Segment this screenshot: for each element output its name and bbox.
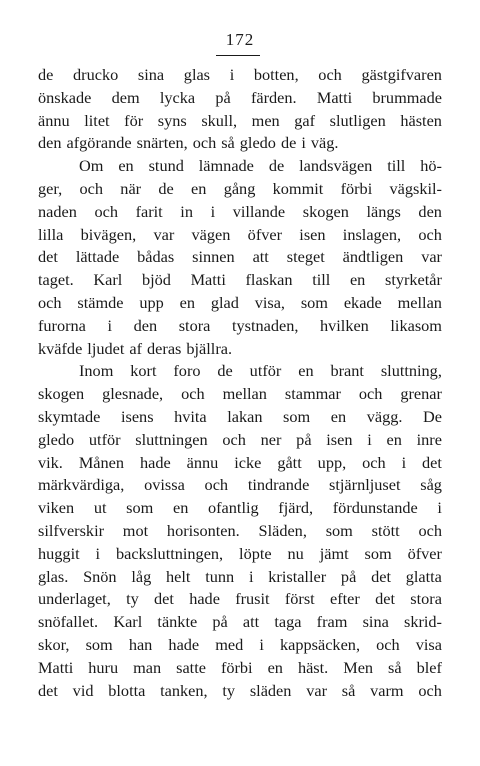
text-line bbox=[38, 292, 442, 315]
word: gått bbox=[277, 452, 302, 472]
text-line bbox=[38, 269, 442, 292]
word: helt bbox=[166, 566, 191, 586]
word: skogen bbox=[302, 201, 349, 221]
word: ändtligen bbox=[342, 247, 404, 267]
text-line bbox=[38, 155, 442, 178]
word: man bbox=[133, 657, 162, 677]
word: flaskan bbox=[245, 270, 293, 290]
word: hö- bbox=[420, 156, 442, 176]
word: frusit bbox=[235, 589, 270, 609]
word: det bbox=[154, 589, 174, 609]
word: och bbox=[192, 133, 217, 153]
word: slutligen bbox=[329, 110, 386, 130]
word: mellan bbox=[222, 384, 267, 404]
word: dem bbox=[111, 87, 140, 107]
word: stjärnljuset bbox=[329, 475, 401, 495]
word: på bbox=[215, 87, 231, 107]
word: en bbox=[172, 498, 189, 518]
word: var bbox=[153, 224, 175, 244]
word: styrketår bbox=[384, 270, 442, 290]
word: kappsäcken, bbox=[280, 634, 361, 654]
text-line bbox=[38, 383, 442, 406]
word: villande bbox=[232, 201, 286, 221]
word: stora bbox=[410, 589, 442, 609]
text-line bbox=[38, 201, 442, 224]
word: låg bbox=[131, 566, 152, 586]
word: gledo bbox=[239, 133, 276, 153]
word: i bbox=[229, 65, 235, 84]
word: glas bbox=[183, 65, 211, 84]
word: en bbox=[386, 429, 402, 449]
word: backsluttningen, bbox=[115, 543, 224, 563]
word: att bbox=[252, 247, 269, 267]
word: de bbox=[280, 133, 297, 153]
word: upp bbox=[139, 292, 164, 312]
text-line bbox=[38, 338, 442, 361]
word: farit bbox=[135, 201, 163, 221]
word: vik. bbox=[38, 452, 63, 472]
word: De bbox=[422, 406, 442, 426]
word: gledo bbox=[38, 429, 75, 449]
word: längs bbox=[366, 201, 401, 221]
word: isen bbox=[299, 224, 326, 244]
word: den bbox=[38, 133, 62, 153]
word: det bbox=[38, 680, 58, 700]
word: tänkte bbox=[157, 612, 198, 632]
word: ner bbox=[260, 429, 282, 449]
word: i bbox=[437, 498, 442, 518]
word: af bbox=[129, 338, 143, 358]
word: vid bbox=[72, 680, 94, 700]
word: i bbox=[248, 566, 254, 586]
word: i bbox=[210, 201, 216, 221]
word: snöfallet. bbox=[38, 612, 99, 632]
word: gång bbox=[223, 178, 256, 198]
word: i bbox=[107, 315, 113, 335]
word: tindrande bbox=[247, 475, 310, 495]
word: så bbox=[221, 133, 235, 153]
text-line bbox=[38, 566, 442, 589]
word: och bbox=[94, 201, 118, 221]
word: underlaget, bbox=[38, 589, 111, 609]
word: bjöd bbox=[141, 270, 171, 290]
text-line bbox=[38, 64, 442, 87]
word: det bbox=[375, 589, 395, 609]
word: så bbox=[388, 657, 402, 677]
word: inslagen, bbox=[342, 224, 402, 244]
text-line bbox=[38, 224, 442, 247]
word: och bbox=[418, 520, 442, 540]
word: naden bbox=[38, 201, 77, 221]
word: tunn bbox=[205, 566, 235, 586]
word: den bbox=[133, 315, 158, 335]
text-line bbox=[38, 360, 442, 383]
word: på bbox=[212, 612, 228, 632]
word: ännu bbox=[186, 452, 219, 472]
word: likasom bbox=[390, 315, 442, 335]
word: en bbox=[267, 657, 283, 677]
word: på bbox=[340, 566, 357, 586]
word: skogen bbox=[38, 384, 85, 404]
word: kväfde bbox=[38, 338, 83, 358]
word: stött bbox=[371, 520, 400, 540]
word: skor, bbox=[38, 634, 70, 654]
word: Men bbox=[343, 657, 374, 677]
word: taga bbox=[274, 612, 302, 632]
word: sina bbox=[137, 65, 165, 84]
text-line bbox=[38, 110, 442, 133]
word: snärten, bbox=[136, 133, 188, 153]
word: viken bbox=[38, 498, 75, 518]
word: Matti bbox=[190, 270, 226, 290]
word: bivägen, bbox=[80, 224, 137, 244]
word: Inom bbox=[79, 361, 114, 381]
word: i bbox=[259, 634, 264, 654]
word: isens bbox=[120, 406, 154, 426]
word: och bbox=[204, 475, 229, 495]
text-line bbox=[38, 87, 442, 110]
word: Om bbox=[79, 156, 104, 176]
text-line bbox=[38, 406, 442, 429]
word: sluttningen bbox=[135, 429, 208, 449]
word: först bbox=[284, 589, 315, 609]
word: lycka bbox=[159, 87, 196, 107]
word: glas. bbox=[38, 566, 69, 586]
word: vägskil- bbox=[389, 178, 442, 198]
word: de bbox=[217, 361, 233, 381]
word: sluttning, bbox=[380, 361, 442, 381]
word: stammar bbox=[284, 384, 341, 404]
word: som bbox=[283, 406, 311, 426]
word: skrid- bbox=[403, 612, 442, 632]
word: inre bbox=[416, 429, 442, 449]
word: sinnen bbox=[192, 247, 235, 267]
word: en bbox=[298, 361, 314, 381]
word: tanken, bbox=[160, 680, 208, 700]
word: släden bbox=[249, 680, 292, 700]
word: som bbox=[300, 292, 328, 312]
word: bjällra. bbox=[186, 338, 233, 358]
text-line bbox=[38, 452, 442, 475]
word: taget. bbox=[38, 270, 74, 290]
word: och bbox=[362, 452, 386, 472]
word: förbi bbox=[220, 657, 253, 677]
word: mellan bbox=[397, 292, 442, 312]
word: en bbox=[349, 270, 366, 290]
word: på bbox=[296, 429, 312, 449]
word: brummade bbox=[372, 87, 442, 107]
word: fjärd, bbox=[278, 498, 314, 518]
word: visa bbox=[415, 634, 442, 654]
word: öfver bbox=[407, 543, 442, 563]
word: in bbox=[180, 201, 193, 221]
word: mot bbox=[122, 520, 149, 540]
word: men bbox=[251, 110, 280, 130]
word: ofantlig bbox=[208, 498, 259, 518]
word: stämde bbox=[77, 292, 124, 312]
word: furorna bbox=[38, 315, 86, 335]
word: till bbox=[387, 156, 406, 176]
word: märkvärdiga, bbox=[38, 475, 125, 495]
word: och bbox=[38, 292, 62, 312]
word: en bbox=[179, 292, 195, 312]
word: satte bbox=[176, 657, 206, 677]
text-line bbox=[38, 520, 442, 543]
word: en bbox=[330, 406, 347, 426]
word: blotta bbox=[108, 680, 146, 700]
text-line bbox=[38, 657, 442, 680]
word: med bbox=[215, 634, 244, 654]
word: det bbox=[38, 247, 58, 267]
word: upp, bbox=[317, 452, 347, 472]
word: Matti bbox=[38, 657, 74, 677]
word: fram bbox=[316, 612, 348, 632]
word: väg. bbox=[310, 133, 339, 153]
word: att bbox=[242, 612, 260, 632]
word: och bbox=[376, 634, 400, 654]
word: ty bbox=[222, 680, 236, 700]
word: horisonten. bbox=[166, 520, 240, 540]
word: en bbox=[118, 156, 134, 176]
word: varm bbox=[370, 680, 404, 700]
text-line bbox=[38, 543, 442, 566]
word: ekade bbox=[343, 292, 382, 312]
word: silfverskir bbox=[38, 520, 105, 540]
word: glesnade, bbox=[102, 384, 164, 404]
word: och bbox=[79, 178, 104, 198]
word: glatta bbox=[405, 566, 442, 586]
word: och bbox=[318, 65, 342, 84]
word: gaf bbox=[294, 110, 316, 130]
word: var bbox=[421, 247, 442, 267]
text-line bbox=[38, 315, 442, 338]
word: den bbox=[418, 201, 442, 221]
word: skymtade bbox=[38, 406, 101, 426]
word: kristaller bbox=[268, 566, 327, 586]
word: skull, bbox=[201, 110, 238, 130]
word: och bbox=[181, 384, 205, 404]
word: jämt bbox=[319, 543, 349, 563]
word: till bbox=[312, 270, 331, 290]
word: visa, bbox=[254, 292, 285, 312]
word: de bbox=[268, 156, 285, 176]
word: och bbox=[222, 429, 246, 449]
word: efter bbox=[329, 589, 360, 609]
word: stora bbox=[178, 315, 211, 335]
word: Karl bbox=[93, 270, 123, 290]
word: i bbox=[301, 133, 306, 153]
page-number: 172 bbox=[225, 30, 255, 49]
word: ovissa bbox=[144, 475, 185, 495]
word: färden. bbox=[250, 87, 297, 107]
word: tystnaden, bbox=[231, 315, 299, 335]
page-number-rule bbox=[216, 55, 260, 56]
word: hvilken bbox=[319, 315, 369, 335]
text-line bbox=[38, 429, 442, 452]
word: så bbox=[341, 680, 356, 700]
word: stund bbox=[148, 156, 184, 176]
word: blef bbox=[416, 657, 442, 677]
word: vägg. bbox=[366, 406, 403, 426]
word: i bbox=[367, 429, 372, 449]
word: utför bbox=[88, 429, 121, 449]
text-line bbox=[38, 634, 442, 657]
word: lättade bbox=[75, 247, 120, 267]
word: ger, bbox=[38, 178, 63, 198]
word: och bbox=[418, 224, 442, 244]
word: var bbox=[306, 680, 327, 700]
word: huggit bbox=[38, 543, 80, 563]
word: som bbox=[85, 634, 113, 654]
word: drucko bbox=[73, 65, 119, 84]
word: fördunstande bbox=[332, 498, 418, 518]
text-line bbox=[38, 132, 442, 155]
word: det bbox=[371, 566, 391, 586]
word: litet bbox=[84, 110, 110, 130]
word: hade bbox=[139, 452, 171, 472]
word: såg bbox=[420, 475, 442, 495]
word: hvita bbox=[174, 406, 207, 426]
word: glad bbox=[210, 292, 239, 312]
text-line bbox=[38, 178, 442, 201]
word: foro bbox=[173, 361, 201, 381]
word: hade bbox=[189, 589, 220, 609]
word: och bbox=[418, 680, 442, 700]
word: öfver bbox=[247, 224, 283, 244]
word: kort bbox=[130, 361, 157, 381]
word: de bbox=[38, 65, 54, 84]
word: som bbox=[364, 543, 392, 563]
word: hästen bbox=[400, 110, 442, 130]
word: afgörande bbox=[66, 133, 132, 153]
word: och bbox=[358, 384, 383, 404]
body-text bbox=[38, 64, 442, 702]
word: i bbox=[401, 452, 407, 472]
word: brant bbox=[330, 361, 364, 381]
word: lämnade bbox=[198, 156, 254, 176]
text-line bbox=[38, 474, 442, 497]
word: en bbox=[191, 178, 207, 198]
word: när bbox=[120, 178, 142, 198]
word: gästgifvaren bbox=[361, 65, 442, 84]
word: deras bbox=[147, 338, 182, 358]
word: det bbox=[422, 452, 442, 472]
word: de bbox=[158, 178, 174, 198]
word: för bbox=[124, 110, 144, 130]
word: kommit bbox=[272, 178, 324, 198]
word: Snön bbox=[83, 566, 117, 586]
word: landsvägen bbox=[299, 156, 373, 176]
word: sina bbox=[362, 612, 389, 632]
word: vägen bbox=[191, 224, 231, 244]
word: han bbox=[128, 634, 153, 654]
word: häst. bbox=[297, 657, 329, 677]
word: bådas bbox=[137, 247, 175, 267]
word: isen bbox=[326, 429, 353, 449]
word: botten, bbox=[253, 65, 299, 84]
word: ännu bbox=[38, 110, 70, 130]
word: Matti bbox=[316, 87, 353, 107]
text-line bbox=[38, 246, 442, 269]
word: önskade bbox=[38, 87, 92, 107]
word: huru bbox=[88, 657, 119, 677]
word: utför bbox=[249, 361, 282, 381]
word: grenar bbox=[400, 384, 442, 404]
word: hade bbox=[168, 634, 200, 654]
word: ut bbox=[93, 498, 107, 518]
word: förbi bbox=[340, 178, 373, 198]
text-line bbox=[38, 497, 442, 520]
word: ty bbox=[126, 589, 139, 609]
word: icke bbox=[234, 452, 262, 472]
word: som bbox=[126, 498, 154, 518]
word: som bbox=[325, 520, 353, 540]
text-line bbox=[38, 680, 442, 703]
word: Karl bbox=[113, 612, 143, 632]
word: nu bbox=[287, 543, 304, 563]
word: steget bbox=[286, 247, 325, 267]
word: Släden, bbox=[258, 520, 307, 540]
word: löpte bbox=[239, 543, 272, 563]
word: lakan bbox=[227, 406, 263, 426]
word: i bbox=[95, 543, 101, 563]
word: ljudet bbox=[87, 338, 125, 358]
word: syns bbox=[157, 110, 187, 130]
text-line bbox=[38, 588, 442, 611]
text-line bbox=[38, 611, 442, 634]
word: lilla bbox=[38, 224, 64, 244]
word: Månen bbox=[78, 452, 125, 472]
